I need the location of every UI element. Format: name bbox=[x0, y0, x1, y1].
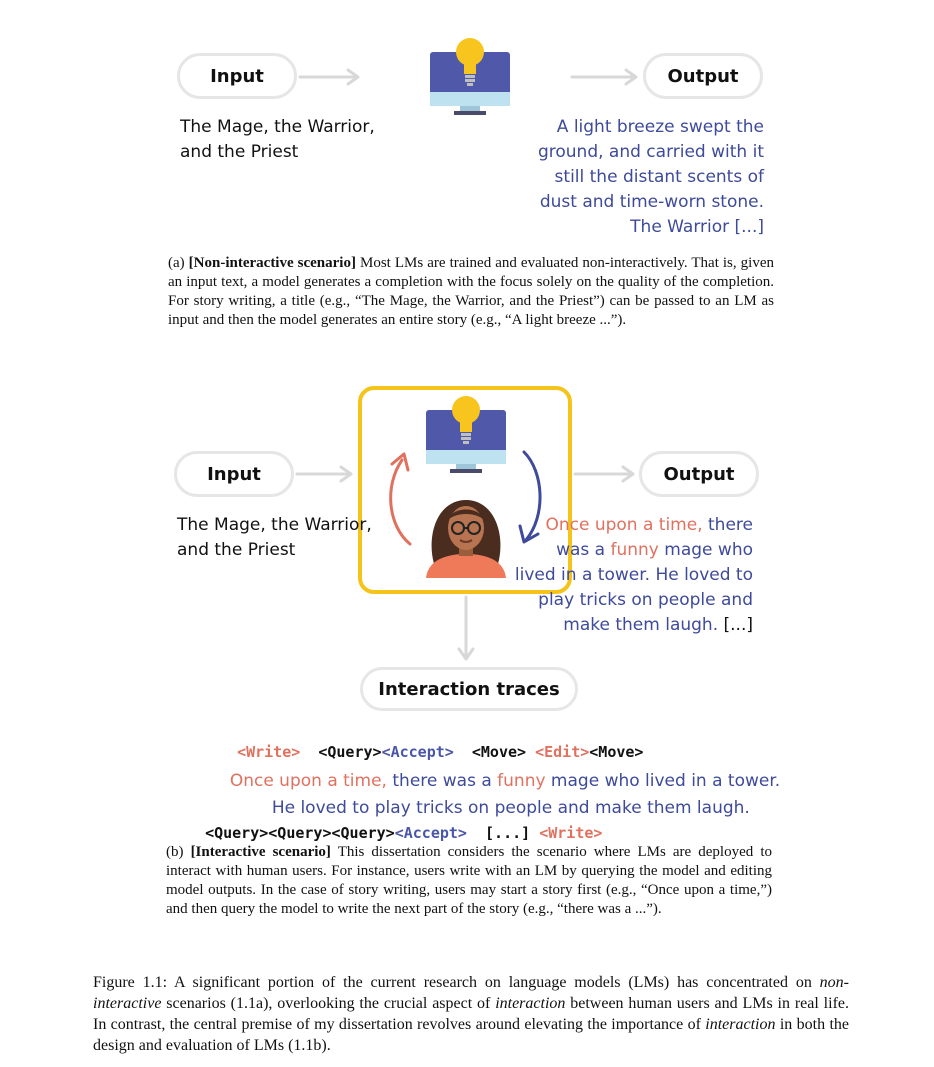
output-text-b: Once upon a time, there was a funny mage who lived in a tower. He loved to play tricks on people and make them laugh. [...] bbox=[514, 515, 753, 635]
caption-a-bold: [Non-interactive scenario] bbox=[188, 255, 356, 271]
input-pill-a bbox=[177, 53, 297, 99]
trace-row-3: <Query><Query><Query><Accept> [...] <Write> bbox=[205, 824, 603, 842]
arrow-input-to-box-b bbox=[295, 463, 357, 485]
input-label-b: Input bbox=[207, 463, 261, 485]
output-text-a: A light breeze swept the ground, and carried with it still the distant scents of dust and time-worn stone. The Warrior [...] bbox=[537, 117, 764, 237]
trace-text-2: He loved to play tricks on people and make them laugh. bbox=[271, 798, 750, 818]
arrow-box-to-traces bbox=[454, 595, 478, 667]
output-label-a: Output bbox=[667, 65, 739, 87]
caption-b: (b) [Interactive scenario] This dissertation considers the scenario where LMs are deployed to interact with human users. For instance, users write with an LM by querying the model and editing model outputs. In the case of story writing, users may start a story first (e.g., “Once upon a time,”) and then query the model to write the next part of the story (e.g., “there was a ...”). bbox=[166, 844, 772, 917]
caption-b-bold: [Interactive scenario] bbox=[190, 844, 331, 860]
computer-lightbulb-icon bbox=[424, 396, 508, 474]
output-pill-a bbox=[643, 53, 763, 99]
arrow-input-to-model-a bbox=[298, 66, 364, 88]
input-label-a: Input bbox=[210, 65, 264, 87]
interaction-traces-label: Interaction traces bbox=[378, 678, 560, 700]
input-text-b: The Mage, the Warrior, and the Priest bbox=[177, 515, 372, 560]
trace-text-1: Once upon a time, there was a funny mage who lived in a tower. bbox=[229, 771, 781, 791]
input-text-a: The Mage, the Warrior, and the Priest bbox=[180, 117, 375, 162]
computer-lightbulb-icon bbox=[428, 38, 512, 116]
trace-row-1: <Write> <Query><Accept> <Move> <Edit><Move> bbox=[237, 743, 644, 761]
figure-caption: Figure 1.1: A significant portion of the current research on language models (LMs) has concentrated on non-interactive scenarios (1.1a), overlooking the crucial aspect of interaction between human users and LMs in real life. In contrast, the central premise of my dissertation revolves around elevating the importance of interaction in both the design and evaluation of LMs (1.1b). bbox=[93, 974, 849, 1054]
output-label-b: Output bbox=[663, 463, 735, 485]
input-pill-b bbox=[174, 451, 294, 497]
arrow-model-to-output-a bbox=[570, 66, 642, 88]
output-pill-b bbox=[639, 451, 759, 497]
caption-a: (a) [Non-interactive scenario] Most LMs are trained and evaluated non-interactively. That is, given an input text, a model generates a completion with the focus solely on the quality of the completion. For story writing, a title (e.g., “The Mage, the Warrior, and the Priest”) can be passed to an LM as input and then the model generates an entire story (e.g., “A light breeze ...”). bbox=[168, 255, 774, 328]
arrow-box-to-output-b bbox=[573, 463, 639, 485]
interaction-traces-pill bbox=[360, 667, 578, 711]
